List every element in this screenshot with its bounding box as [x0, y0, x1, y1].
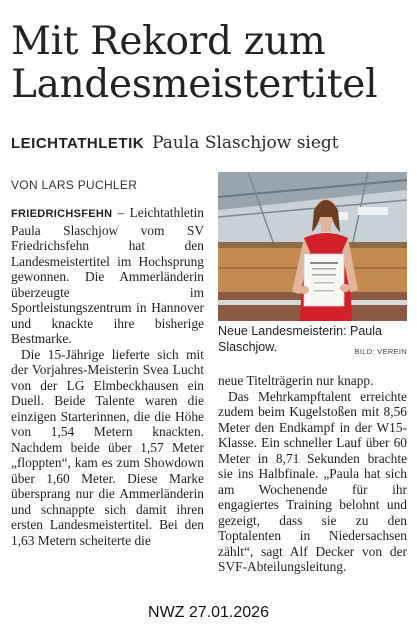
- dateline: FRIEDRICHSFEHN: [11, 208, 113, 220]
- source-date: NWZ 27.01.2026: [148, 604, 269, 621]
- headline: [11, 20, 411, 106]
- rubric-line: [11, 133, 411, 153]
- photo-caption: [218, 323, 407, 360]
- headline-line-1: Mit Rekord zum: [11, 19, 326, 64]
- subheadline: Paula Slaschjow siegt: [152, 133, 339, 153]
- paragraph-4: Das Mehrkampftalent erreichte zudem beim Kugelstoßen mit 8,56 Meter den Endkampf in der W15-Klasse. Ein schneller Lauf über 60 Meter in 8,71 Sekunden brachte sie ins Halbfinale. „Paula hat sich am Wochenende für ihr engagiertes Training belohnt und gezeigt, dass sie zu den Toptalenten in Niedersachsen zählt“, sagt Alf Decker von der SVF-Abteilungsleitung.: [218, 388, 407, 574]
- athlete-photo: [218, 172, 407, 321]
- article-column-2: [218, 373, 407, 575]
- paragraph-1-text: – Leichtathletin Paula Slaschjow vom SV Friedrichsfehn hat den Landesmeistertitel im Hochsprung gewonnen. Die Ammerländerin überzeugte im Sportleistungszentrum in Hannover und knackte ihre bisherige Bestmarke.: [11, 205, 204, 346]
- paragraph-3: neue Titelträgerin nur knapp.: [218, 373, 374, 388]
- byline: VON LARS PUCHLER: [11, 178, 138, 192]
- rubric: LEICHTATHLETIK: [11, 135, 145, 152]
- headline-line-2: Landesmeistertitel: [11, 62, 378, 107]
- article-column-1: [11, 205, 204, 548]
- paragraph-1: [11, 205, 204, 347]
- photo-credit: BILD: VEREIN: [354, 347, 407, 356]
- caption-text: Neue Landesmeisterin: Paula Slaschjow.: [218, 324, 382, 354]
- paragraph-2: Die 15-Jährige lieferte sich mit der Vorjahres-Meisterin Svea Lucht von der LG Elmbeckhausen ein Duell. Beide Talente waren die einzigen Starterinnen, die die Höhe von 1,54 Metern knackten. Nachdem beide über 1,57 Meter „floppten“, kam es zum Showdown über 1,60 Meter. Diese Marke übersprang nur die Ammerländerin und schnappte sich damit ihren ersten Landesmeistertitel. Bei den 1,63 Metern scheiterte die: [11, 346, 204, 548]
